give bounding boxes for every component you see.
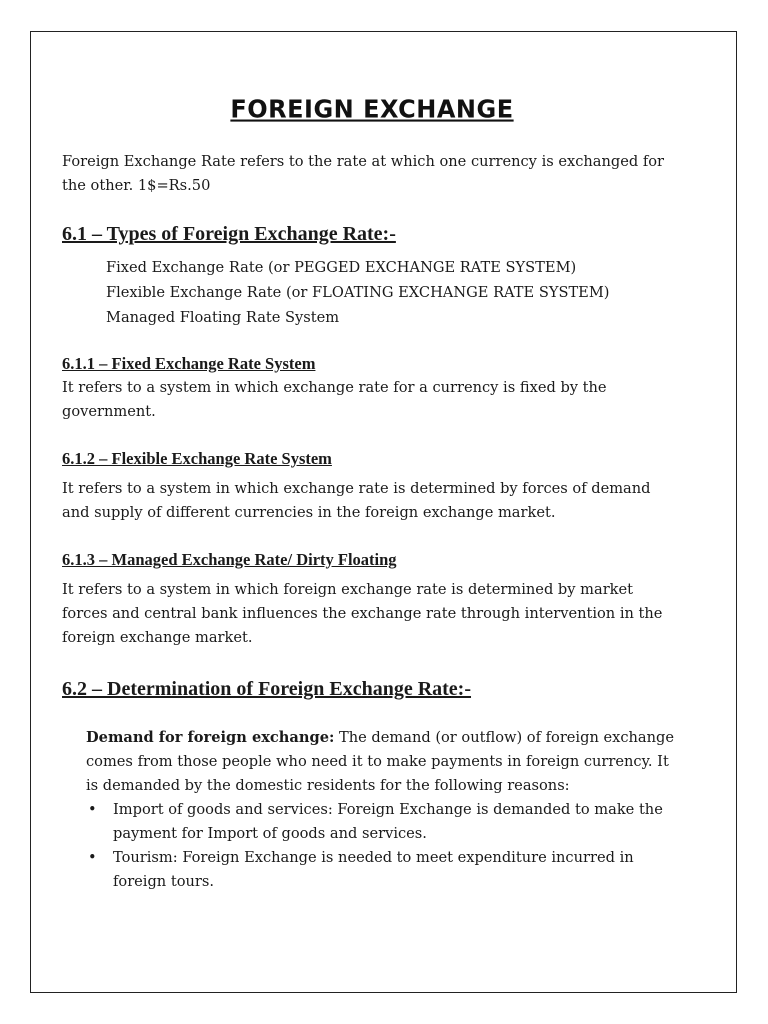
demand-description: The demand (or outflow) of foreign exchange comes from those people who need it to make payments in foreign currency. It is demanded by the domestic residents for the following reasons:: [86, 729, 675, 794]
page-content: [62, 94, 682, 894]
intro-paragraph: Foreign Exchange Rate refers to the rate at which one currency is exchanged for the other. 1$=Rs.50: [62, 153, 665, 194]
type-item-managed: Managed Floating Rate System: [106, 309, 340, 326]
demand-block: [86, 726, 676, 894]
section-6-1-heading: 6.1 – Types of Foreign Exchange Rate:-: [62, 223, 396, 245]
reason-text: Tourism: Foreign Exchange is needed to meet expenditure incurred in foreign tours.: [113, 849, 634, 890]
demand-reasons-list: [86, 798, 676, 894]
reason-item-import: [86, 798, 676, 846]
type-item-flexible: Flexible Exchange Rate (or FLOATING EXCHANGE RATE SYSTEM): [106, 284, 610, 301]
bullet-icon: •: [88, 849, 97, 866]
bullet-icon: •: [88, 801, 97, 818]
section-6-1-3-text: It refers to a system in which foreign exchange rate is determined by market forces and central bank influences the exchange rate through intervention in the foreign exchange market.: [62, 581, 663, 646]
exchange-rate-types-list: [106, 255, 682, 330]
section-6-1-2-text: It refers to a system in which exchange rate is determined by forces of demand and supply of different currencies in the foreign exchange market.: [62, 480, 651, 521]
type-item-fixed: Fixed Exchange Rate (or PEGGED EXCHANGE RATE SYSTEM): [106, 259, 577, 276]
reason-item-tourism: [86, 846, 676, 894]
section-6-1-1-heading: 6.1.1 – Fixed Exchange Rate System: [62, 354, 316, 373]
section-6-1-1-text: It refers to a system in which exchange rate for a currency is fixed by the government.: [62, 379, 607, 420]
reason-text: Import of goods and services: Foreign Exchange is demanded to make the payment for Import of goods and services.: [113, 801, 663, 842]
document-page: [30, 31, 737, 993]
section-6-2-heading: 6.2 – Determination of Foreign Exchange Rate:-: [62, 678, 472, 700]
section-6-1-2-heading: 6.1.2 – Flexible Exchange Rate System: [62, 449, 332, 468]
document-title: FOREIGN EXCHANGE: [230, 94, 514, 124]
section-6-1-3-heading: 6.1.3 – Managed Exchange Rate/ Dirty Floating: [62, 550, 397, 569]
demand-paragraph: [86, 726, 676, 798]
demand-lead-label: Demand for foreign exchange:: [86, 729, 335, 746]
